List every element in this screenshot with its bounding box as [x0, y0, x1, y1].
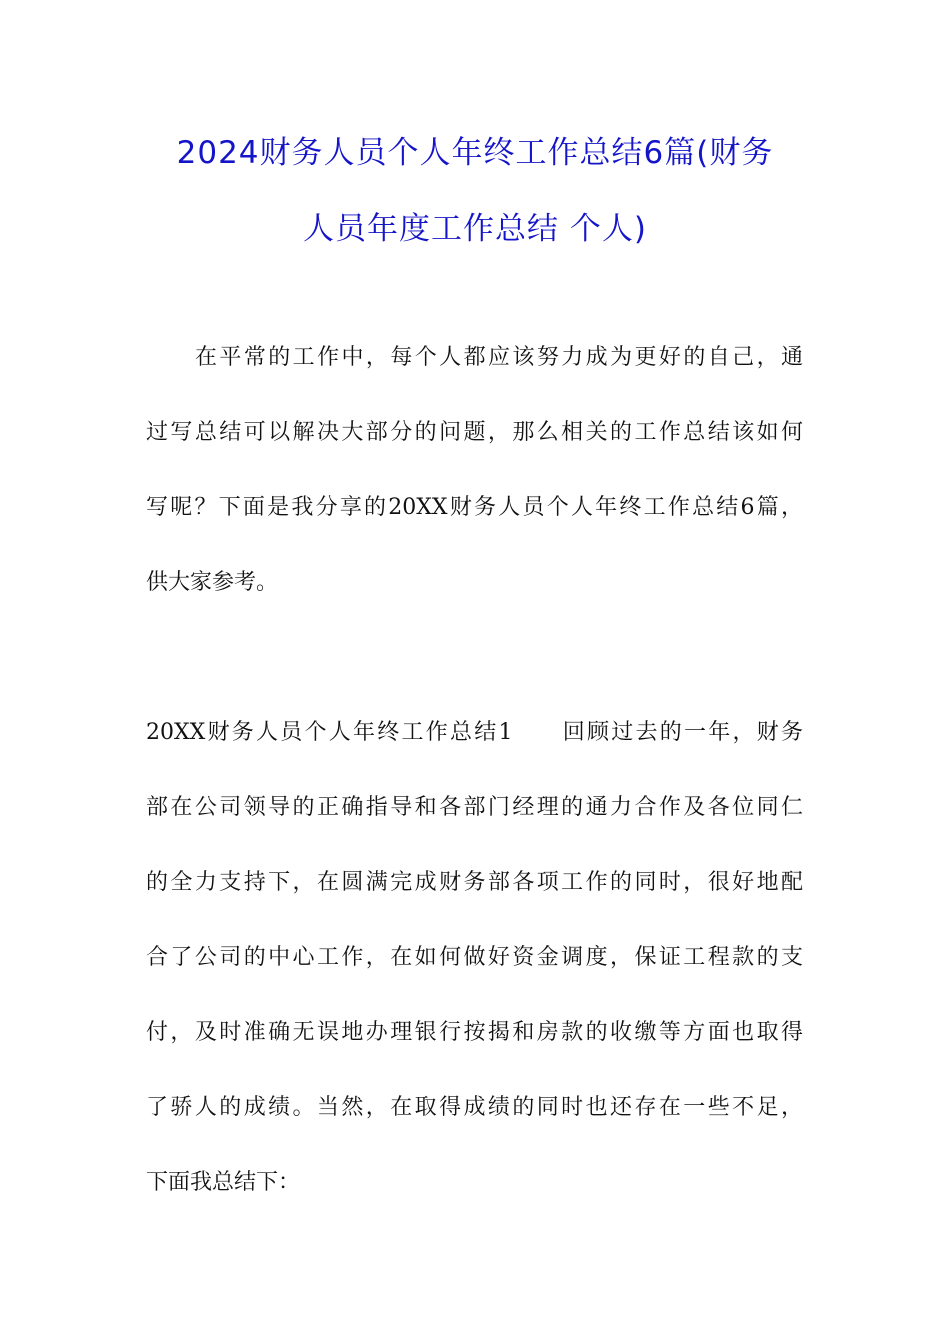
- intro-line-1: 在平常的工作中，每个人都应该努力成为更好的自己，通: [195, 345, 803, 370]
- section1-line-3: 的全力支持下，在圆满完成财务部各项工作的同时，很好地配: [146, 870, 803, 895]
- document-title-line-2: 人员年度工作总结 个人): [303, 211, 647, 247]
- section1-line-6: 了骄人的成绩。当然，在取得成绩的同时也还存在一些不足，: [146, 1095, 803, 1120]
- section1-first-line-text: 回顾过去的一年，财务: [560, 720, 803, 745]
- document-title-line-1: 2024财务人员个人年终工作总结6篇(财务: [176, 135, 774, 171]
- section1-line-4: 合了公司的中心工作，在如何做好资金调度，保证工程款的支: [146, 945, 803, 970]
- section1-line-5: 付，及时准确无误地办理银行按揭和房款的收缴等方面也取得: [146, 1020, 803, 1045]
- section1-line-7: 下面我总结下：: [146, 1170, 301, 1195]
- intro-line-2: 过写总结可以解决大部分的问题，那么相关的工作总结该如何: [146, 420, 803, 445]
- section1-heading: 20XX财务人员个人年终工作总结1: [146, 720, 513, 745]
- intro-line-3: 写呢？下面是我分享的20XX财务人员个人年终工作总结6篇，: [146, 495, 803, 520]
- intro-line-4: 供大家参考。: [146, 570, 279, 595]
- section1-first-line: [146, 718, 803, 748]
- section1-line-2: 部在公司领导的正确指导和各部门经理的通力合作及各位同仁: [146, 795, 803, 820]
